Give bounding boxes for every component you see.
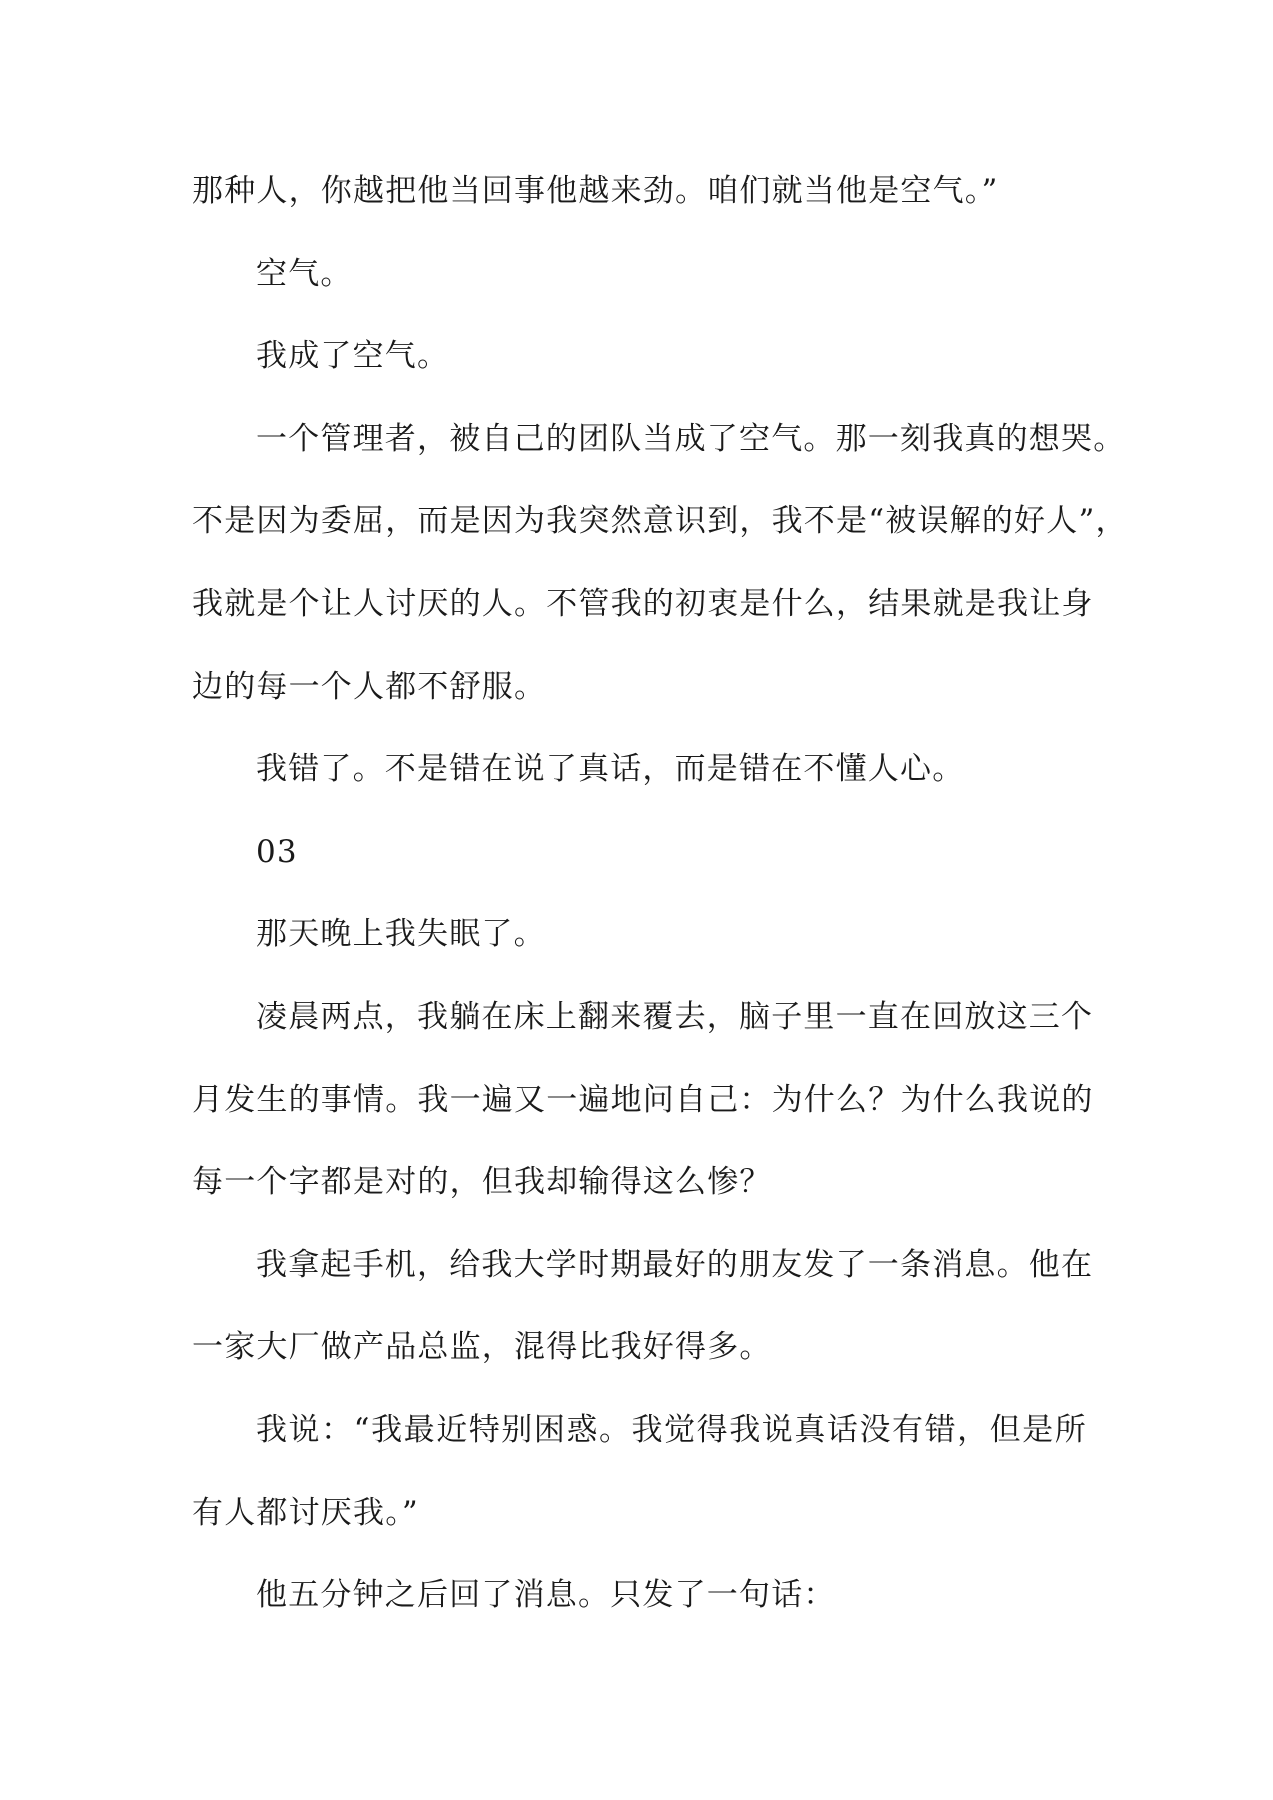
text-line: 一个管理者，被自己的团队当成了空气。那一刻我真的想哭。	[256, 420, 1126, 457]
text-line: 我就是个让人讨厌的人。不管我的初衷是什么，结果就是我让身	[192, 585, 1094, 622]
text-line: 每一个字都是对的，但我却输得这么惨？	[192, 1164, 772, 1201]
text-line: 那天晚上我失眠了。	[256, 916, 546, 953]
text-line: 不是因为委屈，而是因为我突然意识到，我不是“被误解的好人”，	[192, 503, 1128, 540]
text-line: 空气。	[256, 255, 353, 292]
text-line: 那种人，你越把他当回事他越来劲。咱们就当他是空气。”	[192, 173, 999, 209]
text-line: 边的每一个人都不舒服。	[192, 668, 547, 705]
text-line: 月发生的事情。我一遍又一遍地问自己：为什么？为什么我说的	[192, 1081, 1094, 1118]
text-line: 有人都讨厌我。”	[192, 1494, 419, 1531]
body-text	[192, 168, 1128, 1655]
text-line: 我成了空气。	[256, 338, 450, 375]
text-line: 我说：“我最近特别困惑。我觉得我说真话没有错，但是所	[256, 1411, 1087, 1448]
text-line: 他五分钟之后回了消息。只发了一句话：	[256, 1577, 836, 1614]
text-line: 凌晨两点，我躺在床上翻来覆去，脑子里一直在回放这三个	[256, 998, 1094, 1035]
text-line: 我错了。不是错在说了真话，而是错在不懂人心。	[256, 751, 965, 788]
section-number: 03	[256, 833, 298, 870]
text-line: 一家大厂做产品总监，混得比我好得多。	[192, 1329, 772, 1366]
text-line: 我拿起手机，给我大学时期最好的朋友发了一条消息。他在	[256, 1246, 1094, 1283]
